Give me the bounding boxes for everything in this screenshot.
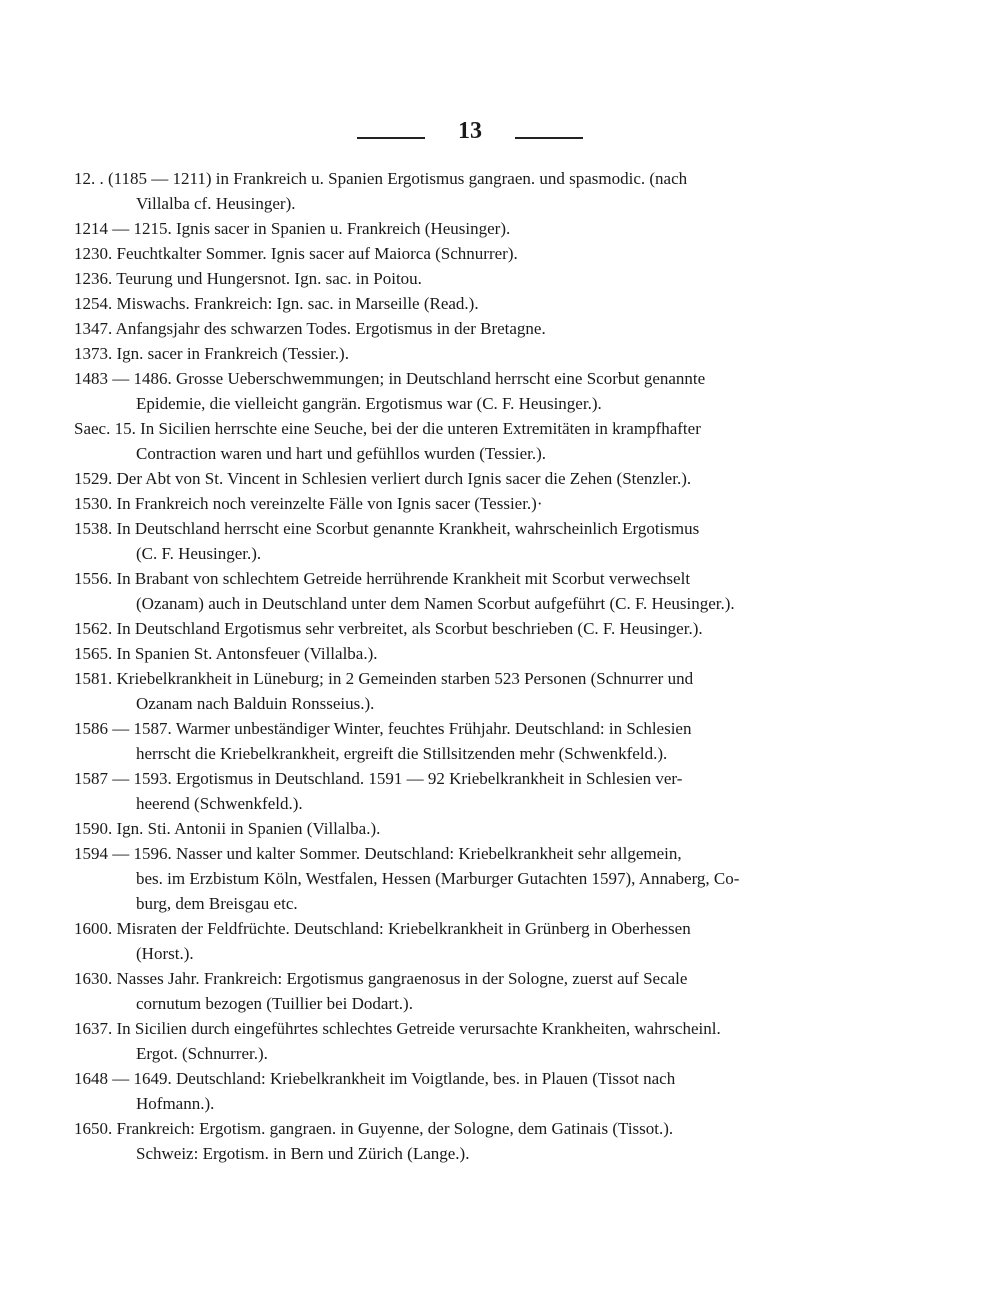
entry-line: 1637. In Sicilien durch eingeführtes schlechtes Getreide verursachte Krankheiten, wahrscheinl.: [74, 1019, 721, 1038]
header-rule-left: [357, 137, 425, 139]
entry-continuation-line: Contraction waren und hart und gefühllos wurden (Tessier.).: [136, 444, 547, 463]
entry-line: 1483 — 1486. Grosse Ueberschwemmungen; in Deutschland herrscht eine Scorbut genannte: [74, 369, 706, 388]
entry-line: 1562. In Deutschland Ergotismus sehr verbreitet, als Scorbut beschrieben (C. F. Heusinger.).: [74, 619, 703, 638]
entry-continuation-line: Ergot. (Schnurrer.).: [136, 1044, 268, 1063]
entry-line: 1648 — 1649. Deutschland: Kriebelkrankheit im Voigtlande, bes. in Plauen (Tissot nach: [74, 1069, 676, 1088]
entry-line: 1587 — 1593. Ergotismus in Deutschland. 1591 — 92 Kriebelkrankheit in Schlesien ver-: [74, 769, 683, 788]
entry-line: 1538. In Deutschland herrscht eine Scorbut genannte Krankheit, wahrscheinlich Ergotismus: [74, 519, 700, 538]
entry-line: 1529. Der Abt von St. Vincent in Schlesien verliert durch Ignis sacer die Zehen (Stenzler.).: [74, 469, 692, 488]
entry-continuation-line: (Horst.).: [136, 944, 194, 963]
entry-line: 1556. In Brabant von schlechtem Getreide herrührende Krankheit mit Scorbut verwechselt: [74, 569, 691, 588]
entry-continuation-line: Schweiz: Ergotism. in Bern und Zürich (Lange.).: [136, 1144, 470, 1163]
page-number: 13: [458, 118, 482, 144]
entry-continuation-line: cornutum bezogen (Tuillier bei Dodart.).: [136, 994, 413, 1013]
entry-line: 1581. Kriebelkrankheit in Lüneburg; in 2 Gemeinden starben 523 Personen (Schnurrer und: [74, 669, 694, 688]
entry-line: 1236. Teurung und Hungersnot. Ign. sac. in Poitou.: [74, 269, 422, 288]
page-header: [0, 118, 1000, 154]
entry-line: 1565. In Spanien St. Antonsfeuer (Villalba.).: [74, 644, 378, 663]
entry-continuation-line: Epidemie, die vielleicht gangrän. Ergotismus war (C. F. Heusinger.).: [136, 394, 602, 413]
entry-line: 1230. Feuchtkalter Sommer. Ignis sacer auf Maiorca (Schnurrer).: [74, 244, 518, 263]
entry-line: 1214 — 1215. Ignis sacer in Spanien u. Frankreich (Heusinger).: [74, 219, 511, 238]
entry-line: 1254. Miswachs. Frankreich: Ign. sac. in Marseille (Read.).: [74, 294, 479, 313]
entry-continuation-line: burg, dem Breisgau etc.: [136, 894, 298, 913]
entry-line: 1594 — 1596. Nasser und kalter Sommer. Deutschland: Kriebelkrankheit sehr allgemein,: [74, 844, 682, 863]
entry-line: 1650. Frankreich: Ergotism. gangraen. in Guyenne, der Sologne, dem Gatinais (Tissot.).: [74, 1119, 674, 1138]
entry-continuation-line: (C. F. Heusinger.).: [136, 544, 262, 563]
entry-continuation-line: herrscht die Kriebelkrankheit, ergreift die Stillsitzenden mehr (Schwenkfeld.).: [136, 744, 668, 763]
entry-line: 1590. Ign. Sti. Antonii in Spanien (Villalba.).: [74, 819, 381, 838]
entry-continuation-line: Ozanam nach Balduin Ronsseius.).: [136, 694, 375, 713]
entry-continuation-line: (Ozanam) auch in Deutschland unter dem Namen Scorbut aufgeführt (C. F. Heusinger.).: [136, 594, 735, 613]
entry-line: 1347. Anfangsjahr des schwarzen Todes. Ergotismus in der Bretagne.: [74, 319, 546, 338]
header-rule-right: [515, 137, 583, 139]
entry-line: 1600. Misraten der Feldfrüchte. Deutschland: Kriebelkrankheit in Grünberg in Oberhessen: [74, 919, 691, 938]
entry-line: 1373. Ign. sacer in Frankreich (Tessier.).: [74, 344, 349, 363]
entry-line: Saec. 15. In Sicilien herrschte eine Seuche, bei der die unteren Extremitäten in krampfhafter: [74, 419, 701, 438]
entry-continuation-line: bes. im Erzbistum Köln, Westfalen, Hessen (Marburger Gutachten 1597), Annaberg, Co-: [136, 869, 740, 888]
entry-continuation-line: heerend (Schwenkfeld.).: [136, 794, 303, 813]
entry-line: 12. . (1185 — 1211) in Frankreich u. Spanien Ergotismus gangraen. und spasmodic. (nach: [74, 169, 688, 188]
entry-line: 1586 — 1587. Warmer unbeständiger Winter, feuchtes Frühjahr. Deutschland: in Schlesien: [74, 719, 692, 738]
entry-continuation-line: Hofmann.).: [136, 1094, 215, 1113]
entry-line: 1630. Nasses Jahr. Frankreich: Ergotismus gangraenosus in der Sologne, zuerst auf Secale: [74, 969, 688, 988]
entry-line: 1530. In Frankreich noch vereinzelte Fälle von Ignis sacer (Tessier.)·: [74, 494, 543, 513]
entry-continuation-line: Villalba cf. Heusinger).: [136, 194, 296, 213]
